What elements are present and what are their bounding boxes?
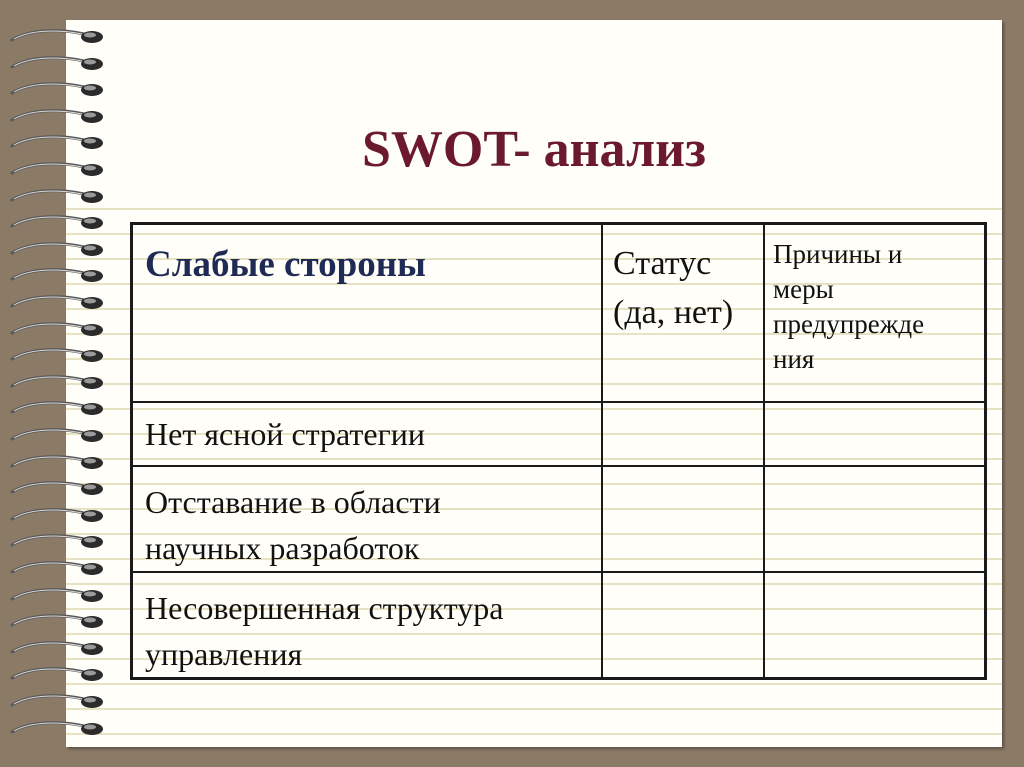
spiral-binding-icon <box>8 26 108 746</box>
row-weakness-line1: Отставание в области <box>145 483 441 520</box>
spiral-ring <box>8 159 108 181</box>
spiral-ring <box>8 53 108 75</box>
spiral-ring <box>8 718 108 740</box>
table-row <box>132 572 986 679</box>
row-weakness-cell <box>132 466 603 572</box>
spiral-ring <box>8 638 108 660</box>
spiral-ring <box>8 239 108 261</box>
table-header-row <box>132 224 986 402</box>
spiral-ring <box>8 372 108 394</box>
row-status-cell <box>602 466 764 572</box>
row-causes-cell <box>764 466 986 572</box>
spiral-ring <box>8 425 108 447</box>
header-status-line2: (да, нет) <box>613 294 734 331</box>
row-weakness-cell <box>132 402 603 466</box>
spiral-ring <box>8 212 108 234</box>
spiral-ring <box>8 558 108 580</box>
spiral-ring <box>8 505 108 527</box>
row-weakness-line2: управления <box>145 635 303 672</box>
header-causes-label <box>765 225 984 377</box>
row-weakness-line1: Несовершенная структура <box>145 589 504 626</box>
spiral-ring <box>8 478 108 500</box>
table-row <box>132 402 986 466</box>
header-weaknesses-label: Слабые стороны <box>145 244 426 285</box>
spiral-ring <box>8 319 108 341</box>
spiral-ring <box>8 398 108 420</box>
header-causes-line4: ния <box>773 344 815 374</box>
header-causes-line1: Причины и <box>773 239 903 269</box>
header-causes-line2: меры <box>773 274 834 304</box>
spiral-ring <box>8 531 108 553</box>
row-weakness-line2: научных разработок <box>145 529 420 566</box>
header-causes <box>764 224 986 402</box>
spiral-ring <box>8 132 108 154</box>
row-weakness-text: Нет ясной стратегии <box>145 415 425 452</box>
header-weaknesses <box>132 224 603 402</box>
spiral-ring <box>8 345 108 367</box>
row-weakness-cell <box>132 572 603 679</box>
row-status-cell <box>602 572 764 679</box>
spiral-ring <box>8 292 108 314</box>
row-causes-cell <box>764 572 986 679</box>
row-weakness-text <box>133 467 601 571</box>
spiral-ring <box>8 106 108 128</box>
swot-table <box>130 222 987 680</box>
spiral-ring <box>8 79 108 101</box>
spiral-ring <box>8 691 108 713</box>
spiral-ring <box>8 611 108 633</box>
row-status-cell <box>602 402 764 466</box>
spiral-ring <box>8 585 108 607</box>
table-row <box>132 466 986 572</box>
spiral-ring <box>8 26 108 48</box>
spiral-ring <box>8 664 108 686</box>
slide-title: SWOT- анализ <box>361 121 707 178</box>
spiral-ring <box>8 265 108 287</box>
header-status-label <box>603 225 763 337</box>
spiral-ring <box>8 452 108 474</box>
header-causes-line3: предупрежде <box>773 309 925 339</box>
row-causes-cell <box>764 402 986 466</box>
row-weakness-text <box>133 573 601 677</box>
spiral-ring <box>8 186 108 208</box>
header-status-line1: Статус <box>613 245 712 282</box>
header-status <box>602 224 764 402</box>
